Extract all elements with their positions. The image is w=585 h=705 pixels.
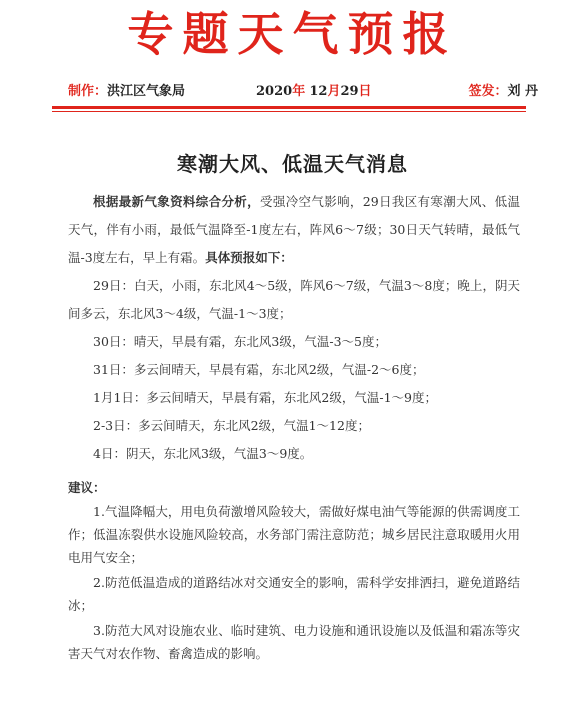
forecast-line: 2-3日：多云间晴天，东北风2级，气温1～12度； bbox=[93, 418, 370, 433]
signer-label: 签发： bbox=[468, 84, 508, 99]
date-day: 29 bbox=[340, 84, 359, 99]
date-month: 12 bbox=[309, 84, 328, 99]
date-month-unit: 月 bbox=[327, 84, 341, 99]
header-rule-thin bbox=[52, 111, 526, 112]
advice-item: 1.气温降幅大，用电负荷激增风险较大，需做好煤电油气等能源的供需调度工作；低温冻裂供水设施风险较高，水务部门需注意防范；城乡居民注意取暖用火用电用气安全； bbox=[68, 504, 520, 565]
forecast-line: 29日：白天，小雨，东北风4～5级，阵风6～7级，气温3～8度；晚上，阴天间多云，东北风3～4级，气温-1～3度； bbox=[68, 278, 520, 321]
document-headline: 寒潮大风、低温天气消息 bbox=[177, 152, 408, 176]
producer-label: 制作： bbox=[68, 84, 108, 99]
advice-title: 建议： bbox=[68, 480, 106, 495]
producer-value: 洪江区气象局 bbox=[107, 84, 186, 99]
date-day-unit: 日 bbox=[358, 84, 372, 99]
masthead-title: 专题天气预报 bbox=[127, 7, 458, 61]
meta-row bbox=[68, 82, 538, 102]
document-body bbox=[68, 188, 520, 665]
advice-item: 3.防范大风对设施农业、临时建筑、电力设施和通讯设施以及低温和霜冻等灾害天气对农作物、畜禽造成的影响。 bbox=[68, 623, 520, 661]
intro-text: 受强冷空气影响，29日我区有寒潮大风、低温天气，伴有小雨，最低气温降至-1度左右，阵风6～7级；30日天气转晴，最低气温-3度左右，早上有霜。 bbox=[68, 194, 520, 265]
forecast-line: 31日：多云间晴天，早晨有霜，东北风2级，气温-2～6度； bbox=[93, 362, 425, 377]
intro-lead: 根据最新气象资料综合分析， bbox=[93, 194, 260, 209]
intro-tail: 具体预报如下： bbox=[205, 250, 293, 265]
forecast-line: 4日：阴天，东北风3级，气温3～9度。 bbox=[93, 446, 313, 461]
producer bbox=[68, 82, 185, 102]
signer bbox=[468, 82, 538, 102]
date-year-unit: 年 bbox=[292, 84, 306, 99]
signer-value: 刘 丹 bbox=[507, 84, 538, 99]
advice-item: 2.防范低温造成的道路结冰对交通安全的影响，需科学安排洒扫，避免道路结冰； bbox=[68, 575, 520, 613]
forecast-line: 30日：晴天，早晨有霜，东北风3级，气温-3～5度； bbox=[93, 334, 387, 349]
intro-paragraph bbox=[68, 188, 520, 272]
issue-date bbox=[256, 82, 372, 102]
date-year: 2020 bbox=[256, 84, 293, 99]
forecast-line: 1月1日：多云间晴天，早晨有霜，东北风2级，气温-1～9度； bbox=[93, 390, 437, 405]
header-rule-thick bbox=[52, 106, 526, 109]
